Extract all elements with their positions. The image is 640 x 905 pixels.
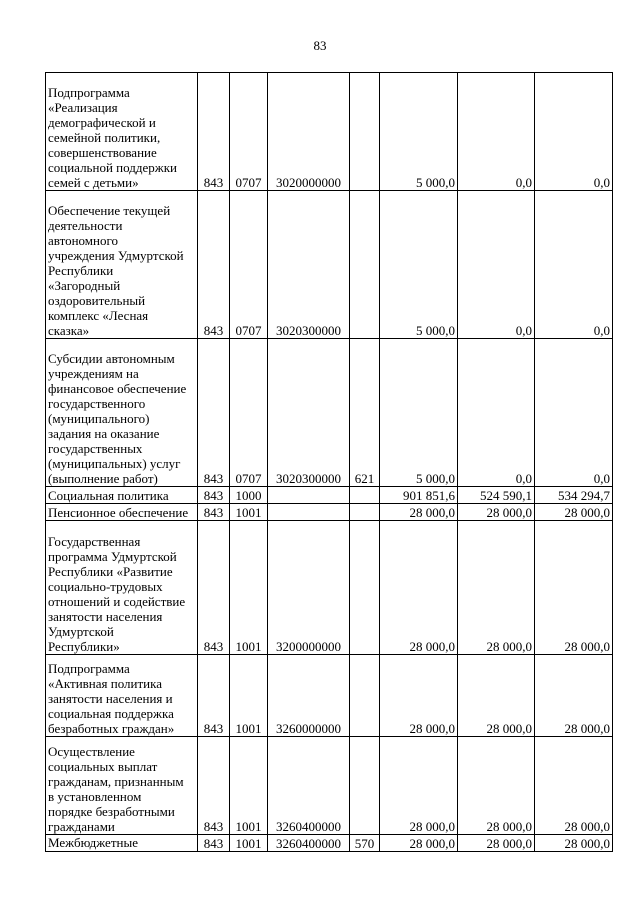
target-article-code: 3260400000 bbox=[268, 835, 350, 852]
expense-type-code bbox=[350, 191, 380, 339]
expense-type-code bbox=[350, 655, 380, 737]
section-code: 1001 bbox=[230, 835, 268, 852]
amount-year-1: 28 000,0 bbox=[380, 835, 458, 852]
department-code: 843 bbox=[198, 835, 230, 852]
department-code: 843 bbox=[198, 339, 230, 487]
expense-type-code bbox=[350, 487, 380, 504]
table-row bbox=[46, 737, 613, 835]
expense-type-code bbox=[350, 737, 380, 835]
row-name: Субсидии автономным учреждениям на финансовое обеспечение государственного (муниципального) задания на оказание государственных (муниципальных) услуг (выполнение работ) bbox=[46, 339, 198, 487]
amount-year-3: 28 000,0 bbox=[535, 655, 613, 737]
budget-table bbox=[45, 72, 613, 852]
amount-year-2: 28 000,0 bbox=[458, 655, 535, 737]
section-code: 0707 bbox=[230, 191, 268, 339]
department-code: 843 bbox=[198, 737, 230, 835]
table-row bbox=[46, 191, 613, 339]
section-code: 1001 bbox=[230, 655, 268, 737]
department-code: 843 bbox=[198, 655, 230, 737]
section-code: 1001 bbox=[230, 521, 268, 655]
table-row bbox=[46, 835, 613, 852]
amount-year-1: 28 000,0 bbox=[380, 521, 458, 655]
amount-year-3: 28 000,0 bbox=[535, 504, 613, 521]
amount-year-3: 0,0 bbox=[535, 191, 613, 339]
department-code: 843 bbox=[198, 191, 230, 339]
amount-year-3: 0,0 bbox=[535, 73, 613, 191]
amount-year-3: 534 294,7 bbox=[535, 487, 613, 504]
row-name: Межбюджетные bbox=[46, 835, 198, 852]
department-code: 843 bbox=[198, 521, 230, 655]
row-name: Государственная программа Удмуртской Республики «Развитие социально-трудовых отношений и содействие занятости населения Удмуртской Республики» bbox=[46, 521, 198, 655]
table-row bbox=[46, 655, 613, 737]
section-code: 1001 bbox=[230, 504, 268, 521]
section-code: 1001 bbox=[230, 737, 268, 835]
target-article-code: 3020300000 bbox=[268, 339, 350, 487]
expense-type-code bbox=[350, 521, 380, 655]
page-number: 83 bbox=[313, 38, 327, 53]
table-row bbox=[46, 73, 613, 191]
section-code: 1000 bbox=[230, 487, 268, 504]
expense-type-code bbox=[350, 73, 380, 191]
amount-year-2: 0,0 bbox=[458, 191, 535, 339]
amount-year-1: 5 000,0 bbox=[380, 191, 458, 339]
expense-type-code: 570 bbox=[350, 835, 380, 852]
row-name: Подпрограмма «Реализация демографической и семейной политики, совершенствование социальной поддержки семей с детьми» bbox=[46, 73, 198, 191]
amount-year-3: 28 000,0 bbox=[535, 737, 613, 835]
table-row bbox=[46, 504, 613, 521]
target-article-code: 3260000000 bbox=[268, 655, 350, 737]
table-row bbox=[46, 487, 613, 504]
target-article-code: 3200000000 bbox=[268, 521, 350, 655]
amount-year-1: 28 000,0 bbox=[380, 655, 458, 737]
target-article-code bbox=[268, 487, 350, 504]
amount-year-2: 28 000,0 bbox=[458, 504, 535, 521]
target-article-code: 3020000000 bbox=[268, 73, 350, 191]
row-name: Обеспечение текущей деятельности автономного учреждения Удмуртской Республики «Загородный оздоровительный комплекс «Лесная сказка» bbox=[46, 191, 198, 339]
amount-year-2: 28 000,0 bbox=[458, 521, 535, 655]
table-row bbox=[46, 339, 613, 487]
target-article-code: 3020300000 bbox=[268, 191, 350, 339]
amount-year-2: 524 590,1 bbox=[458, 487, 535, 504]
expense-type-code bbox=[350, 504, 380, 521]
row-name: Пенсионное обеспечение bbox=[46, 504, 198, 521]
department-code: 843 bbox=[198, 487, 230, 504]
amount-year-2: 28 000,0 bbox=[458, 737, 535, 835]
amount-year-2: 28 000,0 bbox=[458, 835, 535, 852]
amount-year-3: 28 000,0 bbox=[535, 521, 613, 655]
section-code: 0707 bbox=[230, 73, 268, 191]
amount-year-1: 5 000,0 bbox=[380, 339, 458, 487]
amount-year-3: 28 000,0 bbox=[535, 835, 613, 852]
row-name: Осуществление социальных выплат гражданам, признанным в установленном порядке безработными гражданами bbox=[46, 737, 198, 835]
table-row bbox=[46, 521, 613, 655]
target-article-code: 3260400000 bbox=[268, 737, 350, 835]
amount-year-1: 901 851,6 bbox=[380, 487, 458, 504]
expense-type-code: 621 bbox=[350, 339, 380, 487]
amount-year-3: 0,0 bbox=[535, 339, 613, 487]
amount-year-2: 0,0 bbox=[458, 73, 535, 191]
section-code: 0707 bbox=[230, 339, 268, 487]
amount-year-1: 5 000,0 bbox=[380, 73, 458, 191]
amount-year-1: 28 000,0 bbox=[380, 737, 458, 835]
target-article-code bbox=[268, 504, 350, 521]
row-name: Социальная политика bbox=[46, 487, 198, 504]
department-code: 843 bbox=[198, 504, 230, 521]
amount-year-2: 0,0 bbox=[458, 339, 535, 487]
department-code: 843 bbox=[198, 73, 230, 191]
row-name: Подпрограмма «Активная политика занятости населения и социальная поддержка безработных граждан» bbox=[46, 655, 198, 737]
amount-year-1: 28 000,0 bbox=[380, 504, 458, 521]
